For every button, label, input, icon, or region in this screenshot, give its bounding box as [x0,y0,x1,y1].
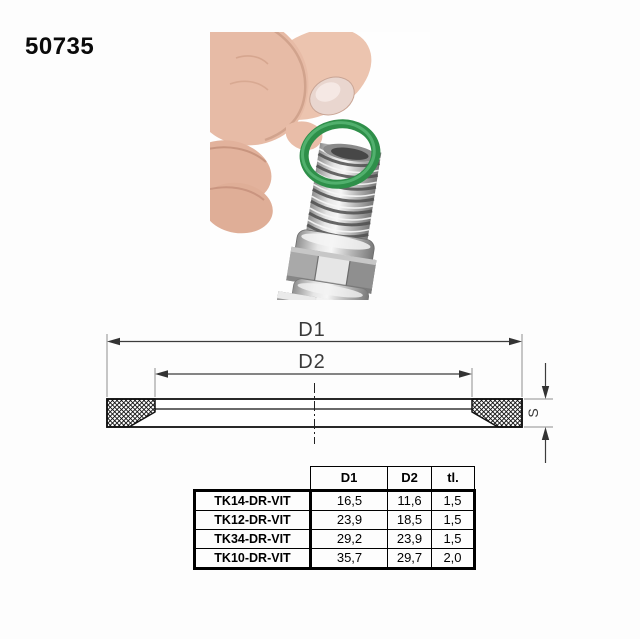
part-name-cell: TK14-DR-VIT [195,491,311,511]
part-name-cell: TK12-DR-VIT [195,511,311,530]
dimensions-table [193,466,476,570]
part-name-cell: TK34-DR-VIT [195,530,311,549]
tl-value-cell: 2,0 [432,549,475,569]
dimension-d1 [107,319,522,345]
d1-value-cell: 29,2 [311,530,388,549]
dimension-d2 [155,351,472,378]
d1-value-cell: 23,9 [311,511,388,530]
fitting-graphic [267,137,430,300]
product-photo-art [210,32,430,300]
table-row [195,549,475,569]
d1-value-cell: 35,7 [311,549,388,569]
table-header-row [195,467,475,491]
dimension-label-d2: D2 [298,351,326,373]
table-row [195,530,475,549]
d1-value-cell: 16,5 [311,491,388,511]
product-photo [210,32,430,300]
header-tl: tl. [432,467,475,491]
hatched-section-right [472,399,522,427]
header-d2: D2 [388,467,432,491]
header-empty-cell [195,467,311,491]
extension-lines [107,334,553,427]
hatched-section-left [107,399,155,427]
tl-value-cell: 1,5 [432,491,475,511]
d2-value-cell: 29,7 [388,549,432,569]
tl-value-cell: 1,5 [432,530,475,549]
seal-cross-section [107,383,522,444]
d2-value-cell: 23,9 [388,530,432,549]
table-row [195,511,475,530]
part-number: 50735 [25,33,95,60]
dimension-s [525,363,549,463]
table-row [195,491,475,511]
tl-value-cell: 1,5 [432,511,475,530]
part-name-cell: TK10-DR-VIT [195,549,311,569]
dimension-label-d1: D1 [298,319,326,341]
header-d1: D1 [311,467,388,491]
d2-value-cell: 11,6 [388,491,432,511]
d2-value-cell: 18,5 [388,511,432,530]
dimension-label-s: S [525,408,541,418]
